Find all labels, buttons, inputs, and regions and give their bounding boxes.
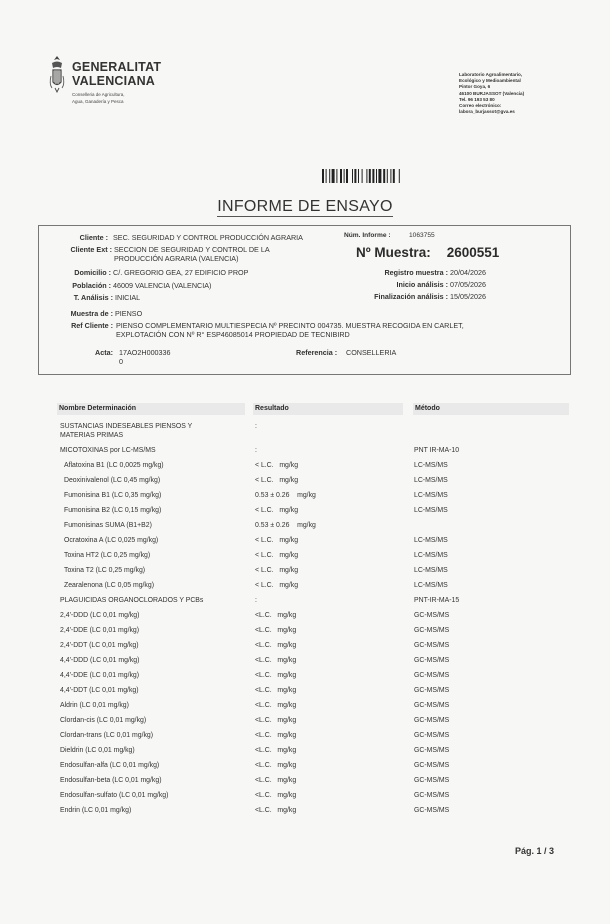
cell-nombre-line2: MATERIAS PRIMAS [60, 432, 124, 439]
cliente-ext-value-1: SECCION DE SEGURIDAD Y CONTROL DE LA [114, 245, 270, 254]
cell-nombre: Dieldrin (LC 0,01 mg/kg) [60, 747, 135, 754]
cell-nombre: Endosulfan-beta (LC 0,01 mg/kg) [60, 777, 162, 784]
cliente-value: SEC. SEGURIDAD Y CONTROL PRODUCCIÓN AGRARIA [113, 233, 303, 242]
cell-nombre: 2,4'-DDT (LC 0,01 mg/kg) [60, 642, 139, 649]
cell-resultado: 0.53 ± 0.26 mg/kg [255, 522, 316, 529]
col-header-resultado: Resultado [253, 403, 403, 415]
inicio-label: Inicio análisis : [396, 280, 448, 289]
cliente-label: Cliente : [79, 233, 108, 242]
cell-nombre: Toxina T2 (LC 0,25 mg/kg) [64, 567, 146, 574]
lab-line: Ecológico y Medioambiental [459, 78, 521, 84]
lab-line: Pintor Goya, 6 [459, 84, 491, 90]
cell-resultado: <L.C. mg/kg [255, 672, 297, 679]
cell-resultado: <L.C. mg/kg [255, 747, 297, 754]
poblacion-value: 46009 VALENCIA (VALENCIA) [113, 281, 212, 290]
cell-metodo: GC-MS/MS [414, 792, 450, 799]
registro-value: 20/04/2026 [450, 268, 486, 277]
cell-metodo: PNT IR-MA-10 [414, 447, 460, 454]
cell-resultado: <L.C. mg/kg [255, 792, 297, 799]
cell-resultado: <L.C. mg/kg [255, 627, 297, 634]
cell-resultado: < L.C. mg/kg [255, 477, 299, 484]
generalitat-logo [48, 52, 168, 112]
cell-nombre: Endosulfan-alfa (LC 0,01 mg/kg) [60, 762, 160, 769]
num-informe-label: Núm. Informe : [344, 232, 391, 239]
cell-metodo: GC-MS/MS [414, 627, 450, 634]
org-sub-line1: Conselleria de Agricultura, [72, 92, 125, 97]
referencia-label: Referencia : [296, 348, 338, 357]
cell-nombre: Aldrin (LC 0,01 mg/kg) [60, 702, 129, 709]
cell-resultado: < L.C. mg/kg [255, 552, 299, 559]
cell-resultado: < L.C. mg/kg [255, 507, 299, 514]
cell-resultado: < L.C. mg/kg [255, 462, 299, 469]
cell-metodo: LC-MS/MS [414, 507, 448, 514]
muestra-de-label: Muestra de : [70, 309, 113, 318]
acta-value-1: 17AO2H000336 [119, 348, 171, 357]
cell-nombre: 2,4'-DDD (LC 0,01 mg/kg) [60, 612, 140, 619]
cell-nombre: Fumonisina B2 (LC 0,15 mg/kg) [64, 507, 162, 514]
cell-metodo: LC-MS/MS [414, 462, 448, 469]
cell-resultado: < L.C. mg/kg [255, 582, 299, 589]
col-header-metodo: Método [413, 403, 569, 415]
cell-nombre: SUSTANCIAS INDESEABLES PIENSOS Y [60, 423, 193, 430]
cell-resultado: <L.C. mg/kg [255, 642, 297, 649]
sample-number-value: 2600551 [446, 245, 500, 260]
cell-resultado: <L.C. mg/kg [255, 612, 297, 619]
cell-metodo: PNT-IR-MA-15 [414, 597, 460, 604]
acta-value-2: 0 [119, 357, 123, 366]
domicilio-label: Domicilio : [74, 268, 111, 277]
cell-resultado: <L.C. mg/kg [255, 717, 297, 724]
cell-nombre: 4,4'-DDD (LC 0,01 mg/kg) [60, 657, 140, 664]
num-informe-value: 1063755 [409, 232, 435, 239]
cell-resultado: : [255, 423, 257, 430]
ref-cliente-value-1: PIENSO COMPLEMENTARIO MULTIESPECIA Nº PRECINTO 004735. MUESTRA RECOGIDA EN CARLET, [116, 321, 464, 330]
cell-metodo: GC-MS/MS [414, 672, 450, 679]
ref-cliente-label: Ref Cliente : [71, 321, 113, 330]
cell-nombre: PLAGUICIDAS ORGANOCLORADOS Y PCBs [60, 597, 204, 604]
cell-resultado: 0.53 ± 0.26 mg/kg [255, 492, 316, 499]
cell-resultado: < L.C. mg/kg [255, 537, 299, 544]
cell-resultado: <L.C. mg/kg [255, 777, 297, 784]
finalizacion-label: Finalización análisis : [374, 292, 448, 301]
cell-metodo: GC-MS/MS [414, 687, 450, 694]
lab-line: labora_burjassot@gva.es [459, 109, 515, 115]
muestra-de-value: PIENSO [115, 309, 143, 318]
report-title [0, 198, 610, 216]
cell-resultado: <L.C. mg/kg [255, 702, 297, 709]
ref-cliente-value-2: EXPLOTACIÓN CON Nº R° ESP46085014 PROPIEDAD DE TECNIBIRD [116, 330, 350, 339]
cell-resultado: <L.C. mg/kg [255, 732, 297, 739]
cell-nombre: 4,4'-DDT (LC 0,01 mg/kg) [60, 687, 139, 694]
barcode [322, 169, 428, 183]
finalizacion-value: 15/05/2026 [450, 292, 486, 301]
cell-nombre: Clordan-cis (LC 0,01 mg/kg) [60, 717, 147, 724]
cell-nombre: 4,4'-DDE (LC 0,01 mg/kg) [60, 672, 140, 679]
cell-resultado: : [255, 597, 257, 604]
cell-metodo: LC-MS/MS [414, 552, 448, 559]
cell-metodo: LC-MS/MS [414, 537, 448, 544]
lab-line: Laboratorio Agroalimentario, [459, 72, 523, 77]
t-analisis-value: INICIAL [115, 293, 141, 302]
cell-nombre: Zearalenona (LC 0,05 mg/kg) [64, 582, 155, 589]
lab-line: 46100 BURJASSOT (Valencia) [459, 90, 525, 96]
cell-resultado: <L.C. mg/kg [255, 807, 297, 814]
cell-nombre: Endrin (LC 0,01 mg/kg) [60, 807, 132, 814]
cell-metodo: GC-MS/MS [414, 747, 450, 754]
cell-resultado: : [255, 447, 257, 454]
cell-metodo: LC-MS/MS [414, 492, 448, 499]
results-table-header [57, 403, 569, 415]
cell-resultado: <L.C. mg/kg [255, 687, 297, 694]
cell-nombre: Deoxinivalenol (LC 0,45 mg/kg) [64, 477, 161, 484]
col-header-nombre: Nombre Determinación [57, 403, 245, 415]
lab-line: Tel. 96 193 53 80 [459, 96, 495, 102]
cell-nombre: Fumonisina B1 (LC 0,35 mg/kg) [64, 492, 162, 499]
cell-nombre: MICOTOXINAS por LC-MS/MS [60, 447, 156, 454]
cell-nombre: Toxina HT2 (LC 0,25 mg/kg) [64, 552, 151, 559]
cell-nombre: Fumonisinas SUMA (B1+B2) [64, 522, 152, 529]
acta-label: Acta: [95, 348, 113, 357]
cliente-ext-value-2: PRODUCCIÓN AGRARIA (VALENCIA) [114, 254, 239, 263]
lab-address [459, 72, 524, 115]
cell-metodo: GC-MS/MS [414, 702, 450, 709]
cell-nombre: Clordan-trans (LC 0,01 mg/kg) [60, 732, 154, 739]
cell-metodo: GC-MS/MS [414, 762, 450, 769]
registro-label: Registro muestra : [384, 268, 448, 277]
cell-metodo: GC-MS/MS [414, 732, 450, 739]
t-analisis-label: T. Análisis : [73, 293, 113, 302]
org-name-line2: VALENCIANA [72, 74, 156, 88]
cell-resultado: < L.C. mg/kg [255, 567, 299, 574]
cell-resultado: <L.C. mg/kg [255, 657, 297, 664]
sample-number [356, 245, 499, 260]
cell-metodo: GC-MS/MS [414, 612, 450, 619]
domicilio-value: C/. GREGORIO GEA, 27 EDIFICIO PROP [113, 268, 249, 277]
inicio-value: 07/05/2026 [450, 280, 486, 289]
cell-metodo: GC-MS/MS [414, 807, 450, 814]
org-name-line1: GENERALITAT [72, 60, 162, 74]
cell-nombre: 2,4'-DDE (LC 0,01 mg/kg) [60, 627, 140, 634]
cell-nombre: Aflatoxina B1 (LC 0,0025 mg/kg) [64, 462, 164, 469]
report-title-text: INFORME DE ENSAYO [217, 198, 393, 215]
cliente-ext-label: Cliente Ext : [70, 245, 112, 254]
cell-metodo: LC-MS/MS [414, 582, 448, 589]
referencia-value: CONSELLERIA [346, 348, 397, 357]
cell-metodo: GC-MS/MS [414, 717, 450, 724]
cell-metodo: GC-MS/MS [414, 657, 450, 664]
org-sub-line2: Agua, Ganadería y Pesca [72, 99, 124, 104]
cell-nombre: Endosulfan-sulfato (LC 0,01 mg/kg) [60, 792, 169, 799]
cell-metodo: GC-MS/MS [414, 777, 450, 784]
cell-resultado: <L.C. mg/kg [255, 762, 297, 769]
sample-number-label: Nº Muestra: [356, 245, 431, 260]
lab-line: Correo electrónico: [459, 103, 502, 109]
cell-nombre: Ocratoxina A (LC 0,025 mg/kg) [64, 537, 159, 544]
cell-metodo: GC-MS/MS [414, 642, 450, 649]
cell-metodo: LC-MS/MS [414, 477, 448, 484]
coat-of-arms-icon [48, 54, 66, 94]
cell-metodo: LC-MS/MS [414, 567, 448, 574]
page-number: Pág. 1 / 3 [515, 846, 555, 856]
poblacion-label: Población : [72, 281, 111, 290]
